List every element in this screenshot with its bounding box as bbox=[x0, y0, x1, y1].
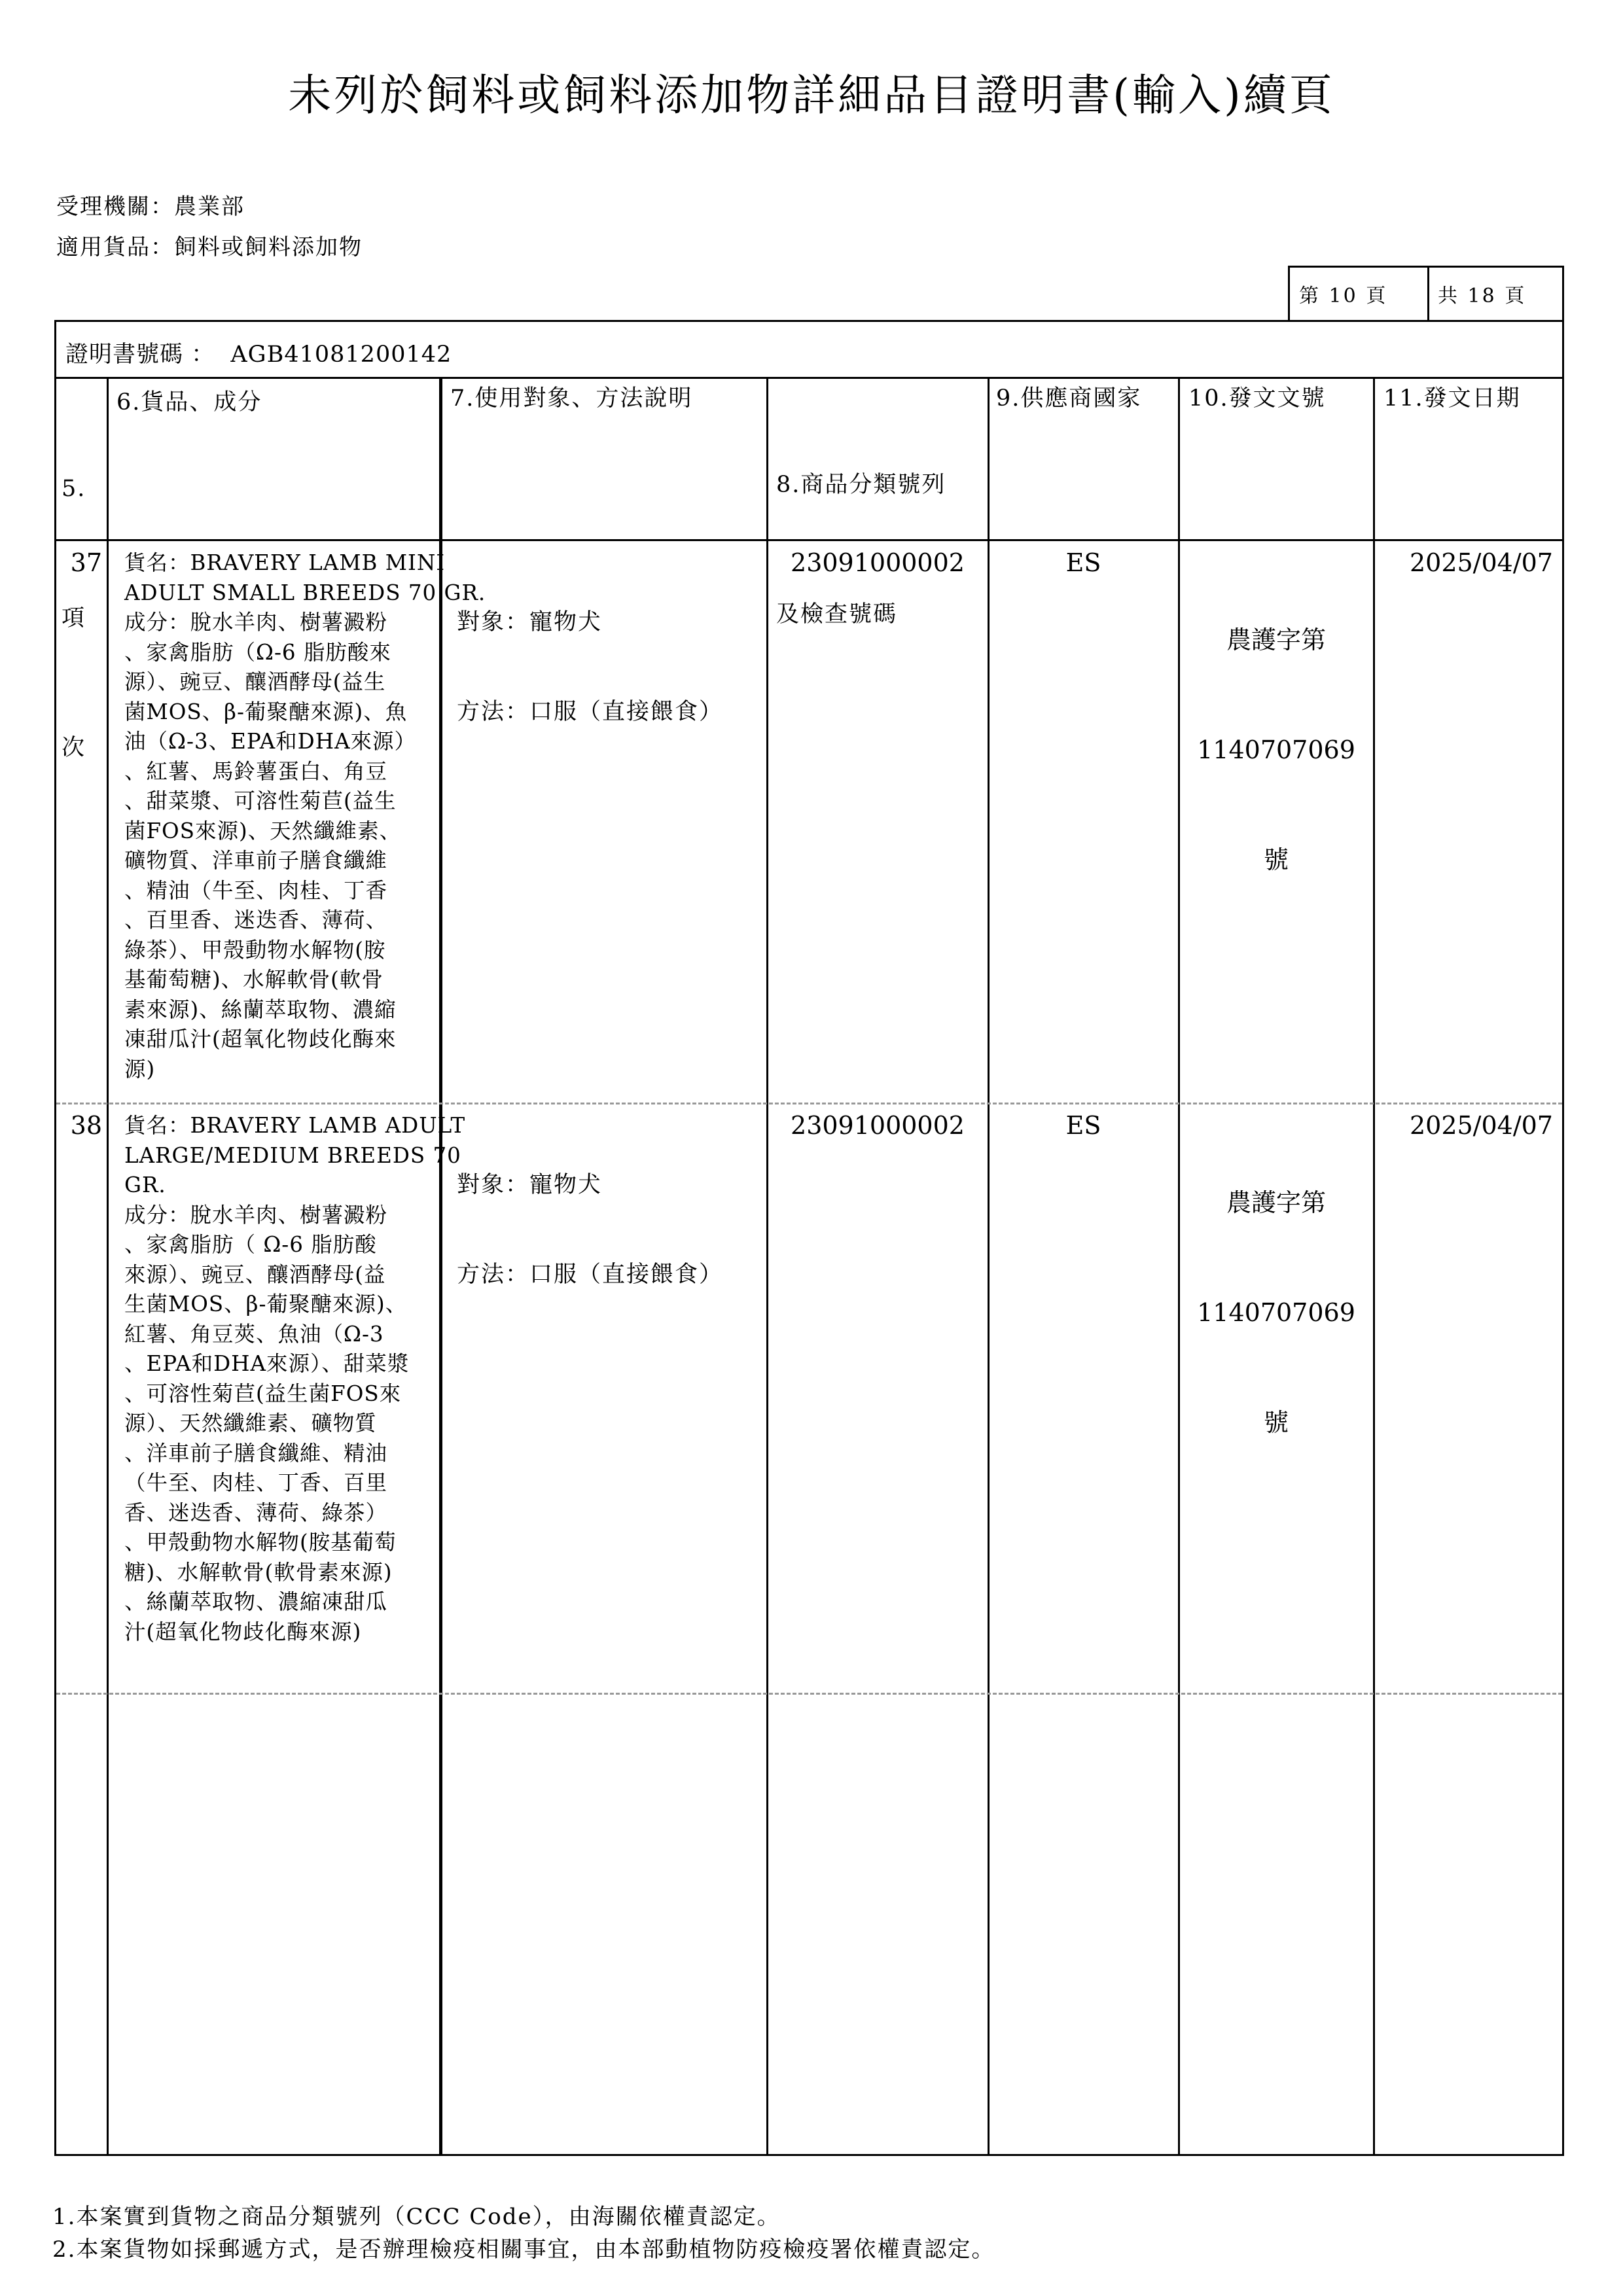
goods-line: 礦物質、洋車前子膳食纖維 bbox=[124, 848, 388, 873]
doc-no-line: 號 bbox=[1263, 1408, 1289, 1437]
goods-line: 成分：脫水羊肉、樹薯澱粉 bbox=[124, 1202, 388, 1227]
goods-line: 來源）、豌豆、釀酒酵母(益 bbox=[124, 1262, 386, 1287]
agency: 受理機關：農業部 bbox=[56, 194, 245, 220]
goods-line: 汁(超氧化物歧化酶來源) bbox=[124, 1619, 362, 1644]
header-usage: 7.使用對象、方法說明 bbox=[450, 385, 693, 412]
header-doc-date: 11.發文日期 bbox=[1383, 385, 1521, 412]
goods-line: 綠茶）、甲殼動物水解物(胺 bbox=[124, 937, 386, 963]
goods-line: GR. bbox=[124, 1173, 166, 1197]
header-doc-no: 10.發文文號 bbox=[1188, 385, 1326, 412]
goods-line: 凍甜瓜汁(超氧化物歧化酶來 bbox=[124, 1027, 397, 1051]
supplier-country: ES bbox=[1065, 1111, 1101, 1140]
document-date: 2025/04/07 bbox=[1409, 548, 1553, 577]
goods-line: 源) bbox=[124, 1056, 156, 1082]
goods-line: 、百里香、迷迭香、薄荷、 bbox=[124, 908, 388, 932]
header-item-no-line: 5. bbox=[62, 476, 86, 502]
document-date: 2025/04/07 bbox=[1409, 1111, 1553, 1140]
goods-line: 、甲殼動物水解物(胺基葡萄 bbox=[124, 1530, 397, 1555]
header-item-no bbox=[62, 381, 96, 856]
goods-line: 紅薯、角豆莢、魚油（Ω-3 bbox=[124, 1321, 384, 1347]
doc-no-line: 農護字第 bbox=[1226, 626, 1326, 654]
ccc-code: 23091000002 bbox=[791, 548, 965, 577]
goods-line: 源）、天然纖維素、礦物質 bbox=[124, 1411, 377, 1436]
supplier-country: ES bbox=[1065, 548, 1101, 577]
header-goods: 6.貨品、成分 bbox=[116, 389, 262, 415]
detail-table bbox=[54, 320, 1564, 2156]
goods-line: 糖)、水解軟骨(軟骨素來源) bbox=[124, 1559, 393, 1585]
doc-no-line: 1140707069 bbox=[1197, 1298, 1355, 1327]
goods-line: 油（Ω-3、EPA和DHA來源） bbox=[124, 729, 417, 754]
header-item-no-line: 次 bbox=[62, 735, 86, 761]
page-total: 共 18 頁 bbox=[1438, 285, 1527, 308]
goods-line: 源）、豌豆、釀酒酵母(益生 bbox=[124, 669, 386, 694]
doc-no-line: 農護字第 bbox=[1226, 1188, 1326, 1217]
goods-line: 、絲蘭萃取物、濃縮凍甜瓜 bbox=[124, 1589, 388, 1614]
goods-line: 、精油（牛至、肉桂、丁香 bbox=[124, 877, 388, 903]
document-title: 未列於飼料或飼料添加物詳細品目證明書(輸入)續頁 bbox=[288, 70, 1335, 120]
doc-no-line: 號 bbox=[1263, 845, 1289, 874]
goods-line: 、甜菜漿、可溶性菊苣(益生 bbox=[124, 788, 397, 813]
page-current: 第 10 頁 bbox=[1299, 285, 1388, 308]
goods-line: LARGE/MEDIUM BREEDS 70 bbox=[124, 1142, 461, 1168]
usage-target: 對象：寵物犬 bbox=[457, 609, 603, 635]
goods-line: 貨名：BRAVERY LAMB ADULT bbox=[124, 1113, 466, 1138]
usage-method: 方法：口服（直接餵食） bbox=[457, 1261, 724, 1288]
header-item-no-line: 項 bbox=[62, 605, 86, 631]
document-number bbox=[1181, 548, 1371, 951]
goods-line: ADULT SMALL BREEDS 70 GR. bbox=[124, 580, 486, 605]
goods-line: （牛至、肉桂、丁香、百里 bbox=[124, 1470, 388, 1495]
goods-line: 菌FOS來源)、天然纖維素、 bbox=[124, 818, 402, 843]
usage-description bbox=[457, 548, 723, 786]
goods-line: 成分：脫水羊肉、樹薯澱粉 bbox=[124, 610, 388, 635]
goods-line: 、EPA和DHA來源）、甜菜漿 bbox=[124, 1351, 410, 1376]
goods-line: 貨名：BRAVERY LAMB MINI bbox=[124, 550, 446, 575]
goods-scope: 適用貨品：飼料或飼料添加物 bbox=[56, 234, 363, 260]
goods-line: 香、迷迭香、薄荷、綠茶） bbox=[124, 1500, 388, 1525]
page-box bbox=[1288, 266, 1564, 322]
header-ccc-line: 8.商品分類號列 bbox=[776, 472, 946, 498]
certificate-number: 證明書號碼 ： AGB41081200142 bbox=[65, 342, 452, 368]
goods-line: 菌MOS、β-葡聚醣來源)、魚 bbox=[124, 699, 408, 724]
goods-line: 、紅薯、馬鈴薯蛋白、角豆 bbox=[124, 758, 388, 784]
goods-line: 生菌MOS、β-葡聚醣來源)、 bbox=[124, 1292, 408, 1316]
document-number bbox=[1181, 1111, 1371, 1514]
header-country: 9.供應商國家 bbox=[996, 385, 1142, 412]
footnote-1: 1.本案實到貨物之商品分類號列（CCC Code），由海關依權責認定。 bbox=[52, 2204, 781, 2230]
ccc-code: 23091000002 bbox=[791, 1111, 965, 1140]
usage-method: 方法：口服（直接餵食） bbox=[457, 698, 724, 725]
item-number: 37 bbox=[70, 548, 102, 577]
doc-no-line: 1140707069 bbox=[1197, 735, 1355, 764]
goods-line: 、洋車前子膳食纖維、精油 bbox=[124, 1440, 388, 1466]
usage-description bbox=[457, 1111, 723, 1349]
goods-line: 、可溶性菊苣(益生菌FOS來 bbox=[124, 1381, 402, 1406]
goods-line: 基葡萄糖)、水解軟骨(軟骨 bbox=[124, 967, 383, 992]
item-number: 38 bbox=[70, 1111, 102, 1140]
goods-line: 、家禽脂肪（Ω-6 脂肪酸來 bbox=[124, 639, 391, 665]
goods-ingredients bbox=[124, 548, 486, 1084]
goods-line: 、家禽脂肪（ Ω-6 脂肪酸 bbox=[124, 1232, 377, 1257]
goods-ingredients bbox=[124, 1111, 465, 1647]
header-ccc-line: 及檢查號碼 bbox=[776, 601, 898, 627]
goods-line: 素來源)、絲蘭萃取物、濃縮 bbox=[124, 997, 397, 1022]
footnote-2: 2.本案貨物如採郵遞方式，是否辦理檢疫相關事宜，由本部動植物防疫檢疫署依權責認定。 bbox=[52, 2236, 995, 2263]
usage-target: 對象：寵物犬 bbox=[457, 1172, 603, 1198]
